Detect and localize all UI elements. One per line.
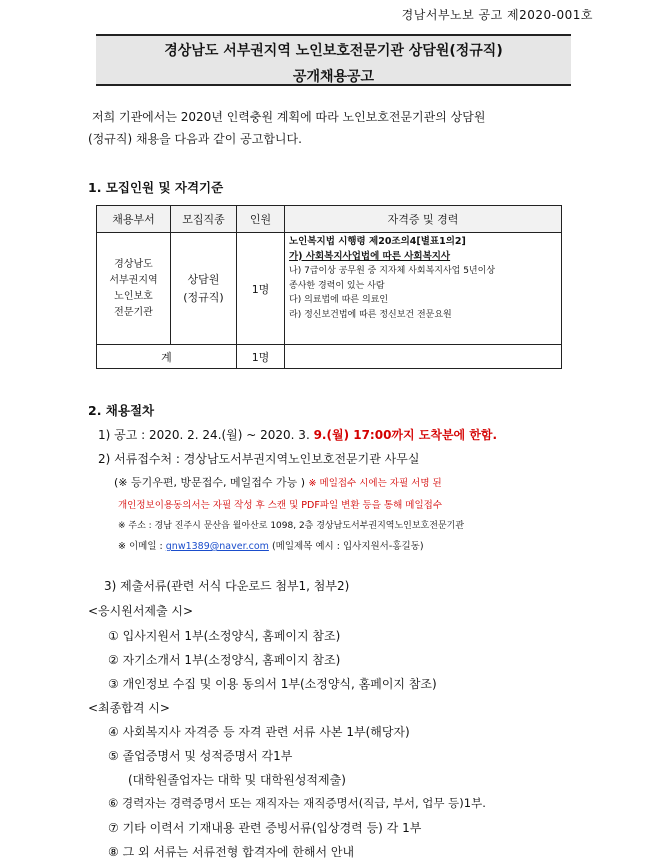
cell-qualifications (285, 233, 562, 345)
apply-header: <응시원서제출 시> (88, 604, 194, 618)
section-2-heading: 2. 채용절차 (88, 403, 155, 418)
qual-b-1: 나) 7급이상 공무원 중 지자체 사회복지사업 5년이상 (289, 266, 496, 276)
document-number: 경남서부노보 공고 제2020-001호 (401, 8, 593, 22)
list-item: ⑧ 그 외 서류는 서류전형 합격자에 한해서 안내 (108, 845, 355, 859)
list-item: ⑤ 졸업증명서 및 성적증명서 각1부 (108, 749, 293, 763)
step-1 (98, 426, 497, 443)
email-label: ※ 이메일 : (118, 541, 166, 552)
dept-line: 전문기관 (114, 306, 153, 318)
list-item: ③ 개인정보 수집 및 이용 동의서 1부(소정양식, 홈페이지 참조) (108, 677, 437, 691)
qual-a: 가) 사회복지사업법에 따른 사회복지사 (289, 250, 451, 262)
total-empty (285, 345, 562, 369)
job-line: (정규직) (183, 290, 224, 304)
address-line: ※ 주소 : 경남 진주시 문산읍 월아산로 1098, 2층 경상남도서부권지역노인보호전문기관 (118, 521, 465, 531)
list-item: ④ 사회복지사 자격증 등 자격 관련 서류 사본 1부(해당자) (108, 725, 410, 739)
email-line (118, 538, 424, 552)
title-line-1: 경상남도 서부권지역 노인보호전문기관 상담원(정규직) (164, 43, 503, 59)
intro-paragraph (88, 106, 578, 150)
step-1-text: 1) 공고 : 2020. 2. 24.(월) ~ 2020. 3. (98, 428, 314, 442)
total-label: 계 (97, 345, 237, 369)
section-1-heading: 1. 모집인원 및 자격기준 (88, 180, 224, 195)
step-1-deadline: 9.(월) 17:00까지 도착분에 한함. (313, 428, 498, 442)
qual-d: 라) 정신보건법에 따른 정신보건 전문요원 (289, 309, 452, 320)
dept-line: 경상남도 (114, 258, 153, 270)
list-item: ⑥ 경력자는 경력증명서 또는 재직자는 재직증명서(직급, 부서, 업무 등)1부. (108, 796, 486, 810)
header-qualifications: 자격증 및 경력 (285, 206, 562, 233)
title-box (96, 34, 571, 86)
step-2-note-red-2: 개인정보이용동의서는 자필 작성 후 스캔 및 PDF파일 변환 등을 통해 메일접수 (118, 500, 443, 511)
table-header-row (97, 206, 562, 233)
step-2: 2) 서류접수처 : 경상남도서부권지역노인보호전문기관 사무실 (98, 452, 420, 466)
step-2-note (114, 474, 442, 490)
header-job: 모집직종 (171, 206, 237, 233)
final-header: <최종합격 시> (88, 701, 170, 715)
dept-line: 노인보호 (114, 290, 153, 302)
email-link[interactable]: gnw1389@naver.com (165, 541, 269, 552)
total-count: 1명 (237, 345, 285, 369)
list-item-note: (대학원졸업자는 대학 및 대학원성적제출) (128, 773, 346, 787)
qual-b-2: 종사한 경력이 있는 사람 (289, 280, 385, 291)
cell-count: 1명 (237, 233, 285, 345)
list-item: ② 자기소개서 1부(소정양식, 홈페이지 참조) (108, 653, 341, 667)
cell-dept (97, 233, 171, 345)
header-dept: 채용부서 (97, 206, 171, 233)
email-suffix: (메일제목 예시 : 입사지원서-홍길동) (268, 541, 424, 552)
qual-law: 노인복지법 시행령 제20조의4[별표1의2] (289, 236, 466, 247)
requirements-table (96, 205, 562, 369)
step-2-note-red-1: ※ 메일접수 시에는 자필 서명 된 (308, 478, 442, 489)
table-row (97, 233, 562, 345)
list-item: ⑦ 기타 이력서 기재내용 관련 증빙서류(입상경력 등) 각 1부 (108, 821, 422, 835)
job-line: 상담원 (187, 272, 220, 286)
step-3: 3) 제출서류(관련 서식 다운로드 첨부1, 첨부2) (104, 579, 350, 593)
header-count: 인원 (237, 206, 285, 233)
total-row (97, 345, 562, 369)
intro-line-1: 저희 기관에서는 2020년 인력충원 계획에 따라 노인보호전문기관의 상담원 (92, 110, 486, 124)
qual-c: 다) 의료법에 따른 의료인 (289, 295, 389, 305)
intro-line-2: (정규직) 채용을 다음과 같이 공고합니다. (88, 132, 302, 146)
list-item: ① 입사지원서 1부(소정양식, 홈페이지 참조) (108, 629, 341, 643)
dept-line: 서부권지역 (109, 274, 158, 286)
step-2-note-text: (※ 등기우편, 방문접수, 메일접수 가능 ) (114, 476, 306, 489)
cell-job (171, 233, 237, 345)
title-line-2: 공개채용공고 (292, 69, 375, 85)
